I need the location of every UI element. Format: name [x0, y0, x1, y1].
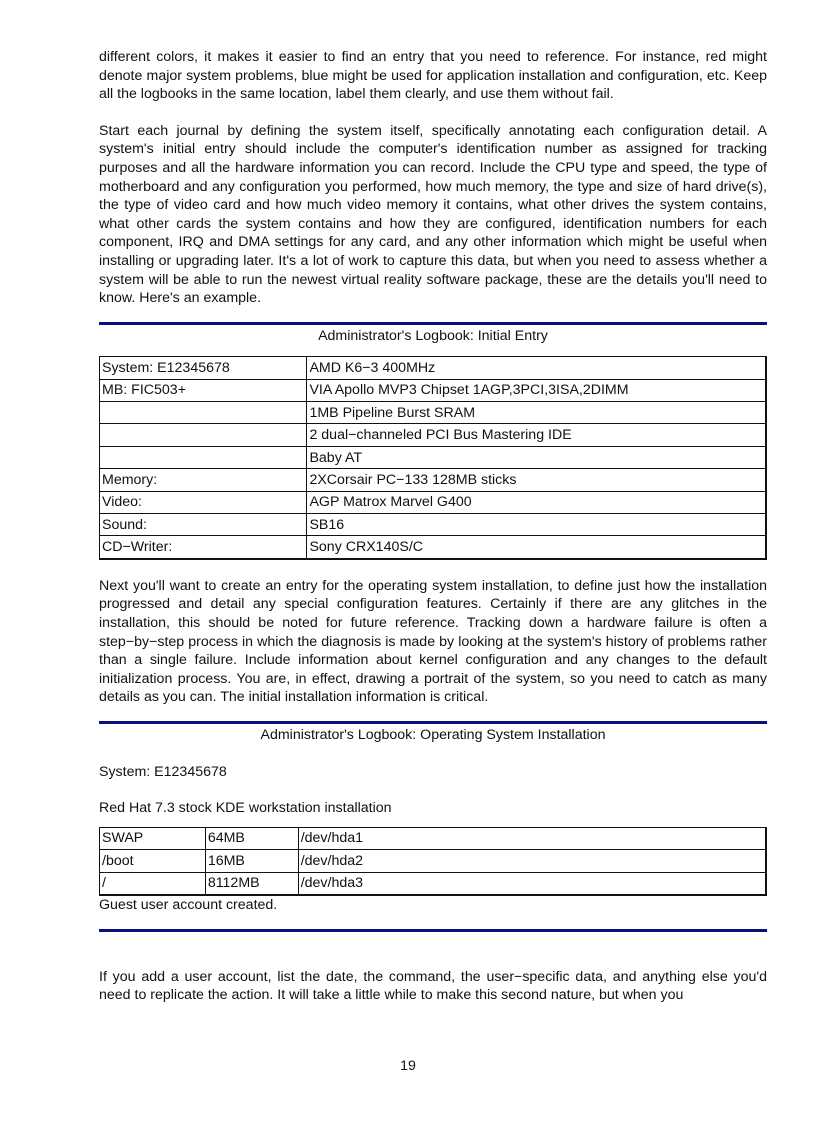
table-row	[100, 402, 767, 424]
table-cell: Memory:	[100, 469, 307, 491]
logbook1-table	[99, 356, 767, 560]
table-row	[100, 469, 767, 491]
table-row	[100, 514, 767, 536]
table-cell: 64MB	[205, 827, 298, 849]
paragraph-os-install: Next you'll want to create an entry for the operating system installation, to define just how the installation progressed and detail any special configuration features. Certainly if there are any glitches in the installation, this should be noted for future reference. Tracking down a hardware failure is often a step−by−step process in which the diagnosis is made by looking at the system's history of problems rather than a single failure. Include information about kernel configuration and any changes to the default initialization process. You are, in effect, drawing a portrait of the system, so you need to catch as many details as you can. The initial installation information is critical.	[99, 577, 767, 706]
logbook2-table	[99, 827, 767, 896]
table-row	[100, 536, 767, 559]
table-cell: CD−Writer:	[100, 536, 307, 559]
table-row	[100, 446, 767, 468]
table-cell	[100, 446, 307, 468]
logbook2-title: Administrator's Logbook: Operating System Installation	[260, 726, 606, 743]
table-row	[100, 827, 767, 849]
table-cell: Sound:	[100, 514, 307, 536]
table-cell: /dev/hda2	[298, 850, 766, 872]
table-cell: 16MB	[205, 850, 298, 872]
table-cell: AMD K6−3 400MHz	[307, 357, 766, 379]
table-cell: AGP Matrox Marvel G400	[307, 491, 766, 513]
table-cell: VIA Apollo MVP3 Chipset 1AGP,3PCI,3ISA,2DIMM	[307, 379, 766, 401]
table-row	[100, 872, 767, 895]
table-row	[100, 424, 767, 446]
logbook1-title: Administrator's Logbook: Initial Entry	[318, 327, 548, 344]
table-cell	[100, 424, 307, 446]
rule-top-2	[99, 721, 767, 724]
paragraph-colors: different colors, it makes it easier to find an entry that you need to reference. For instance, red might denote major system problems, blue might be used for application installation and configuration, etc. Keep all the logbooks in the same location, label them clearly, and use them without fail.	[99, 49, 767, 103]
table-cell: 2XCorsair PC−133 128MB sticks	[307, 469, 766, 491]
table-cell: 1MB Pipeline Burst SRAM	[307, 402, 766, 424]
table-row	[100, 491, 767, 513]
table-cell: Video:	[100, 491, 307, 513]
table-row	[100, 357, 767, 379]
table-cell: MB: FIC503+	[100, 379, 307, 401]
logbook2-system: System: E12345678	[99, 763, 227, 780]
rule-top-1	[99, 322, 767, 325]
table-cell: Sony CRX140S/C	[307, 536, 766, 559]
table-cell: /boot	[100, 850, 206, 872]
logbook2-install: Red Hat 7.3 stock KDE workstation installation	[99, 800, 392, 817]
paragraph-journal: Start each journal by defining the system itself, specifically annotating each configuration detail. A system's initial entry should include the computer's identification number as assigned for tracking purposes and all the hardware information you can record. Include the CPU type and speed, the type of motherboard and any configuration you performed, how much memory, the type and size of hard drive(s), the type of video card and how much video memory it contains, what other drives the system contains, what other cards the system contains and how they are configured, identification numbers for each component, IRQ and DMA settings for any card, and any other information which might be useful when installing or upgrading later. It's a lot of work to capture this data, but when you need to assess whether a system will be able to run the newest virtual reality software package, these are the details you'll need to know. Here's an example.	[99, 122, 767, 307]
table-cell: 2 dual−channeled PCI Bus Mastering IDE	[307, 424, 766, 446]
table-cell: Baby AT	[307, 446, 766, 468]
logbook2-note: Guest user account created.	[99, 896, 278, 913]
page-body	[99, 48, 767, 1005]
table-cell: /	[100, 872, 206, 895]
table-row	[100, 850, 767, 872]
table-cell: /dev/hda1	[298, 827, 766, 849]
table-cell: SB16	[307, 514, 766, 536]
table-cell: 8112MB	[205, 872, 298, 895]
table-cell: System: E12345678	[100, 357, 307, 379]
page-number: 19	[400, 1058, 416, 1074]
table-cell	[100, 402, 307, 424]
table-cell: SWAP	[100, 827, 206, 849]
paragraph-user-account: If you add a user account, list the date, the command, the user−specific data, and anything else you'd need to replicate the action. It will take a little while to make this second nature, but when you	[99, 968, 767, 1004]
table-cell: /dev/hda3	[298, 872, 766, 895]
table-row	[100, 379, 767, 401]
